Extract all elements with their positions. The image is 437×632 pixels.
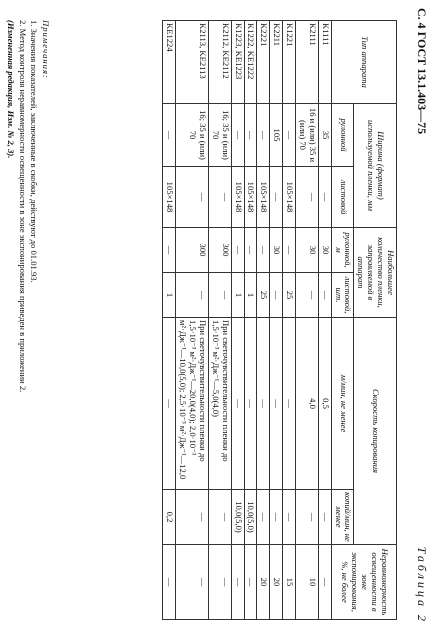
cell: 20 (257, 545, 270, 620)
cell: — (231, 545, 244, 620)
col-max-sheet: листовой, шт. (331, 273, 354, 318)
table-row (231, 21, 244, 620)
cell: — (296, 490, 319, 545)
table-row (296, 21, 319, 620)
cell: — (283, 104, 296, 167)
table-row (209, 21, 232, 620)
cell: 1 (163, 273, 176, 318)
cell: 300 (209, 228, 232, 273)
cell: При светочувствительности пленки до 1,5·10⁻³ м²·Дж⁻¹—20,0(4,0); 2,0·10⁻³ м²·Дж⁻¹—10,0(5,0); 2,5·10⁻³ м²·Дж⁻¹—12,0 (176, 318, 209, 490)
cell: — (318, 490, 331, 545)
cell-type: K2211 (270, 21, 283, 104)
cell: 15 (283, 545, 296, 620)
cell: — (270, 490, 283, 545)
cell: 25 (283, 273, 296, 318)
cell: 105×148 (244, 167, 257, 228)
cell: 105×148 (163, 167, 176, 228)
cell: При светочувствительности пленки до 1,5·10⁻³ м²·Дж⁻¹—5,0(4,0) (209, 318, 232, 490)
cell: 1 (231, 273, 244, 318)
cell: — (244, 318, 257, 490)
cell: — (163, 318, 176, 490)
notes-title: Примечания: (41, 20, 51, 79)
cell: — (176, 545, 209, 620)
cell: 16; 35 и (или) 70 (209, 104, 232, 167)
cell-type: K2111 (296, 21, 319, 104)
cell: — (231, 228, 244, 273)
cell: — (318, 167, 331, 228)
cell: — (270, 273, 283, 318)
cell: 0,2 (163, 490, 176, 545)
cell: — (209, 273, 232, 318)
cell: — (283, 228, 296, 273)
cell: 10,0(5,0) (244, 490, 257, 545)
cell: — (257, 228, 270, 273)
cell: 105×148 (283, 167, 296, 228)
cell: — (176, 167, 209, 228)
table-row (244, 21, 257, 620)
cell: 16; 35 и (или) 70 (176, 104, 209, 167)
cell: — (318, 545, 331, 620)
cell: — (283, 318, 296, 490)
col-width-roll: рулонной (331, 104, 354, 167)
cell: 1 (244, 273, 257, 318)
table-row (318, 21, 331, 620)
cell: 0,5 (318, 318, 331, 490)
cell: 30 (318, 228, 331, 273)
cell: — (296, 167, 319, 228)
cell: — (257, 104, 270, 167)
note-2: 2. Метод контроля неравномерности освещенности в зоне экспонирования приведен в приложении 2. (17, 20, 28, 393)
cell: — (270, 318, 283, 490)
cell: 25 (257, 273, 270, 318)
cell-type: K2112, KE2112 (209, 21, 232, 104)
cell: 105×148 (257, 167, 270, 228)
cell: — (163, 545, 176, 620)
cell: — (257, 490, 270, 545)
table-number: Таблица 2 (415, 546, 429, 624)
cell: — (296, 273, 319, 318)
cell-type: K1221 (283, 21, 296, 104)
cell: — (257, 318, 270, 490)
cell: 10,0(5,0) (231, 490, 244, 545)
cell: — (244, 545, 257, 620)
col-speed-copies: копий/мин, не менее (331, 490, 354, 545)
cell: — (209, 490, 232, 545)
cell: — (163, 228, 176, 273)
note-1: 1. Значения показателей, заключенные в скобки, действуют до 01.01.93. (29, 20, 40, 283)
cell: — (176, 490, 209, 545)
cell: — (244, 228, 257, 273)
cell: 35 (318, 104, 331, 167)
cell: 105×148 (231, 167, 244, 228)
col-max-roll: рулонной, м (331, 228, 354, 273)
cell: 16 и (или) 35 и (или) 70 (296, 104, 319, 167)
cell: 105 (270, 104, 283, 167)
cell: 30 (296, 228, 319, 273)
col-speed-mmin: м/мин, не менее (331, 318, 354, 490)
col-max: Наибольшее количество пленки, заправляемой в аппарат (354, 228, 397, 318)
cell: — (283, 490, 296, 545)
cell: 300 (176, 228, 209, 273)
cell-type: KE1224 (163, 21, 176, 104)
col-speed: Скорость копирования (354, 318, 397, 545)
cell-type: K2221 (257, 21, 270, 104)
cell: — (270, 167, 283, 228)
cell-type: K1222, KE1222 (244, 21, 257, 104)
cell: — (318, 273, 331, 318)
table-row (257, 21, 270, 620)
cell: 4,0 (296, 318, 319, 490)
cell: — (176, 273, 209, 318)
cell: — (209, 545, 232, 620)
table-row (283, 21, 296, 620)
cell-type: K2113, KE2113 (176, 21, 209, 104)
cell: — (231, 104, 244, 167)
cell: 10 (296, 545, 319, 620)
table-row (163, 21, 176, 620)
table-row (270, 21, 283, 620)
cell: — (244, 104, 257, 167)
table-row (176, 21, 209, 620)
col-type: Тип аппарата (331, 21, 396, 104)
notes (5, 20, 51, 620)
cell: 30 (270, 228, 283, 273)
col-uniform: Неравномерность освещенности в зоне экспонирования, %, не более (331, 545, 396, 620)
cell: — (163, 104, 176, 167)
page-number: С. 4 ГОСТ 13.1.403—75 (415, 8, 429, 135)
cell-type: K1223, KE1223 (231, 21, 244, 104)
cell-type: K1111 (318, 21, 331, 104)
cell: — (209, 167, 232, 228)
cell: 20 (270, 545, 283, 620)
cell: — (231, 318, 244, 490)
col-width-sheet: листовой (331, 167, 354, 228)
col-width: Ширина (формат) используемой пленки, мм (354, 104, 397, 228)
data-table (163, 20, 398, 620)
note-3: (Измененная редакция, Изм. № 2, 3). (6, 20, 17, 159)
